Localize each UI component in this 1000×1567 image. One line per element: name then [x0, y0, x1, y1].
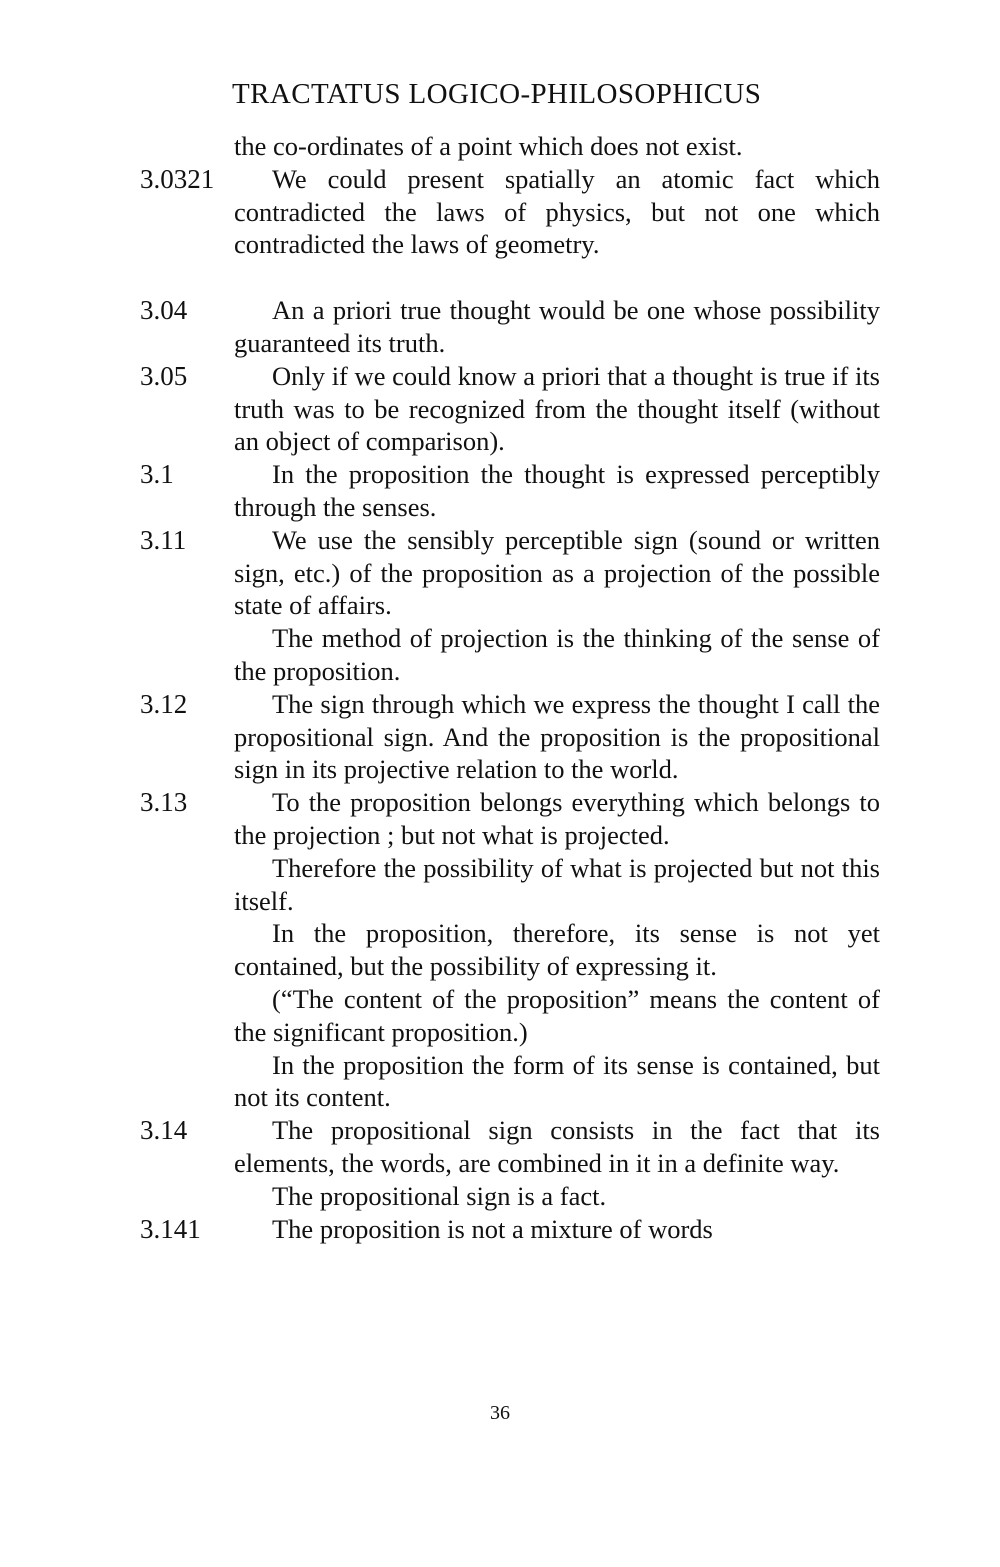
paragraph: The propositional sign consists in the fact that its elements, the words, are combined in it in a definite way.	[234, 1115, 880, 1178]
section-3-1	[0, 458, 1000, 524]
section-number: 3.13	[140, 787, 188, 818]
paragraph: The sign through which we express the thought I call the propositional sign. And the proposition is the propositional sign in its projective relation to the world.	[234, 688, 880, 785]
paragraph: We use the sensibly perceptible sign (sound or written sign, etc.) of the proposition as a projection of the possible state of affairs.	[234, 524, 880, 621]
paragraph: The propositional sign is a fact.	[272, 1180, 607, 1211]
section-number: 3.05	[140, 360, 188, 391]
section-3-05	[0, 360, 1000, 458]
section-3-14	[0, 1114, 1000, 1212]
section-gap	[0, 261, 1000, 294]
section-number: 3.14	[140, 1115, 188, 1146]
paragraph: In the proposition the thought is expressed perceptibly through the senses.	[234, 459, 880, 522]
paragraph: Therefore the possibility of what is projected but not this itself.	[234, 852, 880, 916]
section-3-11	[0, 524, 1000, 688]
paragraph: In the proposition, therefore, its sense is not yet contained, but the possibility of expressing it.	[234, 918, 880, 982]
section-3-13	[0, 786, 1000, 1114]
page-body	[0, 130, 1000, 1245]
section-3-12	[0, 688, 1000, 786]
section-number: 3.1	[140, 459, 174, 490]
section-number: 3.04	[140, 295, 188, 326]
paragraph: Only if we could know a priori that a thought is true if its truth was to be recognized from the thought itself (without an object of comparison).	[234, 360, 880, 457]
section-3-0321	[0, 163, 1000, 261]
section-number: 3.141	[140, 1213, 201, 1244]
running-head: TRACTATUS LOGICO-PHILOSOPHICUS	[232, 78, 762, 110]
paragraph: We could present spatially an atomic fact which contradicted the laws of physics, but not one which contradicted the laws of geometry.	[234, 163, 880, 260]
page-number: 36	[490, 1402, 510, 1424]
continuation-paragraph: the co-ordinates of a point which does not exist.	[234, 131, 743, 161]
paragraph: The proposition is not a mixture of words	[272, 1213, 713, 1244]
section-number: 3.11	[140, 524, 187, 555]
paragraph: (“The content of the proposition” means the content of the significant proposition.)	[234, 983, 880, 1047]
paragraph: The method of projection is the thinking of the sense of the proposition.	[234, 623, 880, 686]
section-3-141	[0, 1213, 1000, 1246]
section-3-04	[0, 294, 1000, 360]
paragraph: An a priori true thought would be one whose possibility guaranteed its truth.	[234, 295, 880, 358]
section-number: 3.0321	[140, 163, 215, 194]
paragraph: In the proposition the form of its sense is contained, but not its content.	[234, 1049, 880, 1113]
paragraph: To the proposition belongs everything which belongs to the projection ; but not what is projected.	[234, 787, 880, 850]
section-number: 3.12	[140, 688, 188, 719]
